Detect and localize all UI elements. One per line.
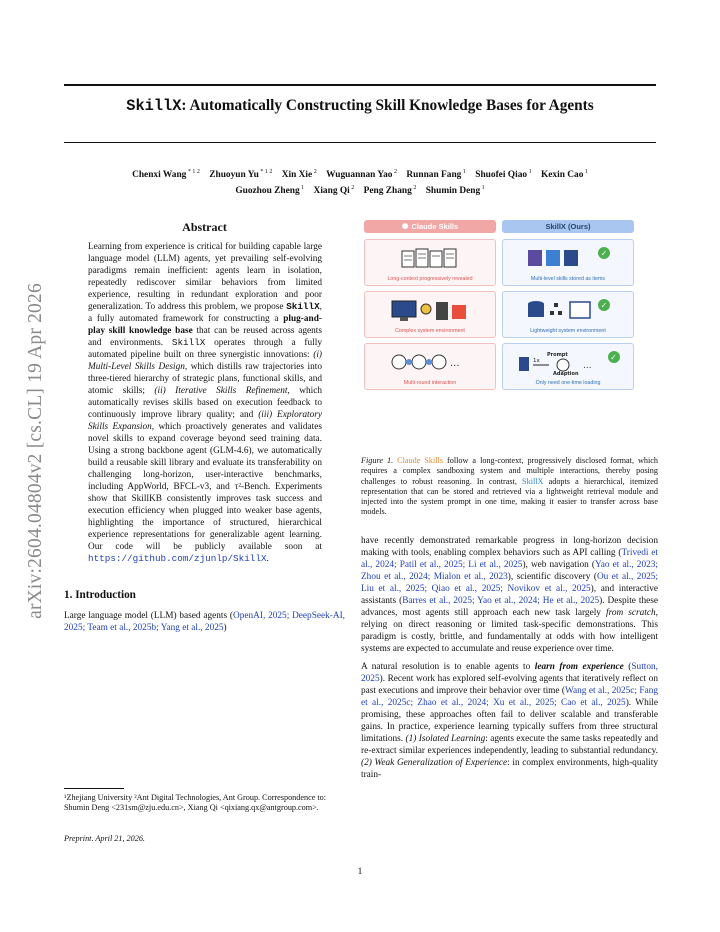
svg-text:1x: 1x: [532, 358, 540, 364]
citation-link[interactable]: Trivedi et al., 2024; Patil et al., 2025; Li et al., 2025: [361, 547, 658, 570]
author-name: Chenxi Wang: [132, 170, 187, 181]
claude-skills-panel: [364, 220, 496, 395]
top-rule: [64, 84, 656, 86]
skill-items-icon: [503, 247, 633, 269]
multi-round-icon: [365, 351, 495, 373]
citation-link[interactable]: Yao et al., 2023; Zhou et al., 2024; Mialon et al., 2023: [361, 559, 658, 582]
right-body-text: [361, 535, 658, 781]
github-link[interactable]: https://github.com/zjunlp/SkillX: [88, 553, 267, 564]
svg-text:...: ...: [450, 358, 460, 369]
check-icon: ✓: [598, 299, 610, 311]
abstract-body: Learning from experience is critical for building capable large language model (LLM) agents, yet prevailing self-evolving paradigms remain inefficient: agents learn in isolation, repeatedly rediscover similar behaviors from limited experience, resulting in redundant exploration and poor generalization. To address this problem, we propose SkillX, a fully automated framework for constructing a plug-and-play skill knowledge base that can be reused across agents and environments. SkillX operates through a fully automated pipeline built on three synergistic innovations: (i) Multi-Level Skills Design, which distills raw trajectories into three-tiered hierarchy of strategic plans, functional skills, and atomic skills; (ii) Iterative Skills Refinement, which automatically revises skills based on execution feedback to continuously improve library quality; and (iii) Exploratory Skills Expansion, which proactively generates and validates novel skills to expand coverage beyond seed training data. Using a strong backbone agent (GLM-4.6), we automatically build a reusable skill library and evaluate its transferability on challenging long-horizon, user-interactive benchmarks, including AppWorld, BFCL-v3, and τ²-Bench. Experiments show that SkillKB consistently improves task success and execution efficiency when plugged into weaker base agents, highlighting the importance of structured, hierarchical experience representations for generalizable agent learning. Our code will be publicly available soon at https://github.com/zjunlp/SkillX.: [88, 242, 322, 564]
author-name: Xiang Qi: [313, 186, 350, 197]
footnote-rule: [64, 788, 124, 789]
skillx-cell-one-time: 1x Prompt Adaption ... ✓ Only need one-time loading: [502, 343, 634, 390]
page-number: 1: [357, 867, 363, 877]
body-paragraph-2: A natural resolution is to enable agents to learn from experience (Sutton, 2025). Recent work has explored self-evolving agents that iteratively reflect on past executions and improve their behavior over time (Wang et al., 2025c; Fang et al., 2025c; Zhao et al., 2024; Xu et al., 2025; Cao et al., 2025). While promising, these approaches often fail to deliver scalable and transferable gains. In practice, experience learning typically suffers from three structural limitations. (1) Isolated Learning: agents execute the same tasks repeatedly and re-extract similar experiences independently, leading to substantial redundancy. (2) Weak Generalization of Experience: in complex environments, high-quality train-: [361, 661, 659, 780]
citation-link[interactable]: Ou et al., 2025; Liu et al., 2025; Qiao et al., 2025; Novikov et al., 2025: [361, 571, 658, 594]
author-name: Wuguannan Yao: [326, 170, 393, 181]
author-affiliation-marker: 2: [411, 185, 417, 192]
author-affiliation-marker: 2: [349, 185, 355, 192]
claude-logo-icon: ✺: [401, 222, 409, 231]
right-column: [361, 220, 658, 781]
author-affiliation-marker: 1: [527, 169, 532, 175]
figure-1: [364, 220, 644, 450]
citation-link[interactable]: Sutton, 2025: [361, 661, 658, 684]
author-name: Shumin Deng: [425, 186, 481, 197]
author-affiliation-marker: * 1 2: [186, 169, 200, 175]
citation-link[interactable]: Barres et al., 2025; Yao et al., 2024; He et al., 2025: [402, 595, 600, 606]
svg-text:Adaption: Adaption: [552, 371, 579, 377]
author-affiliation-marker: 2: [392, 169, 397, 175]
svg-text:...: ...: [582, 361, 592, 371]
preprint-date: Preprint. April 21, 2026.: [64, 834, 145, 843]
computer-system-icon: [365, 299, 495, 323]
author-name: Zhuoyun Yu: [209, 170, 259, 181]
svg-text:Prompt: Prompt: [546, 352, 568, 358]
author-name: Kexin Cao: [540, 170, 584, 181]
arxiv-watermark: arXiv:2604.04804v2 [cs.CL] 19 Apr 2026: [25, 283, 46, 619]
author-affiliation-marker: 1: [583, 169, 588, 175]
author-affiliation-marker: 1: [299, 185, 305, 192]
citation-link[interactable]: OpenAI, 2025; DeepSeek-AI, 2025; Team et al., 2025b; Yang et al., 2025: [64, 611, 346, 633]
paper-title: SkillX: Automatically Constructing Skill Knowledge Bases for Agents: [126, 97, 594, 115]
skillx-panel: [502, 220, 634, 395]
claude-skills-header: ✺ Claude Skills: [364, 220, 496, 233]
skillx-header: SkillX (Ours): [502, 220, 634, 233]
one-time-loading-icon: [503, 351, 633, 377]
author-affiliation-marker: 2: [312, 169, 317, 175]
author-name: Runnan Fang: [406, 170, 462, 181]
claude-cell-multi-round: ... Multi-round interaction: [364, 343, 496, 390]
skillx-cell-lightweight: ✓ Lightweight system environment: [502, 291, 634, 338]
author-line-1: [64, 166, 656, 182]
author-affiliation-marker: 1: [480, 185, 485, 192]
figure-caption: Figure 1. Claude Skills follow a long-context, progressively disclosed format, which requires a complex sandboxing system and multiple interactions, thereby posing challenges to robust reasoning. In contrast, SkillX adopts a hierarchical, itemized representation that can be stored and retrieved via a lightweight retrieval module and injected into the system prompt in one time, making it easier to transfer across base models.: [361, 456, 659, 517]
title-bottom-rule: [64, 142, 656, 143]
affiliation-footnote: ¹Zhejiang University ²Ant Digital Technologies, Ant Group. Correspondence to: Shumin Deng <231sm@zju.edu.cn>, Xiang Qi <qixiang.qx@antgroup.com>.: [64, 792, 327, 813]
left-column: [64, 220, 345, 634]
skillx-cell-multi-level: ✓ Multi-level skills stored as items: [502, 239, 634, 286]
body-paragraph-1: have recently demonstrated remarkable progress in long-horizon decision making with tools, enabling complex behaviors such as API calling (Trivedi et al., 2024; Patil et al., 2025; Li et al., 2025), web navigation (Yao et al., 2023; Zhou et al., 2024; Mialon et al., 2023), scientific discovery (Ou et al., 2025; Liu et al., 2025; Qiao et al., 2025; Novikov et al., 2025), and interactive assistants (Barres et al., 2025; Yao et al., 2024; He et al., 2025). Despite these advances, most agents still approach each new task largely from scratch, relying on direct reasoning or limited task-specific demonstrations. This paradigm is costly, brittle, and fundamentally at odds with how intelligent systems are expected to accumulate and reuse experience over time.: [361, 535, 658, 654]
abstract-heading: Abstract: [182, 220, 227, 234]
author-affiliation-marker: * 1 2: [258, 169, 273, 175]
database-icon: [503, 299, 633, 321]
intro-paragraph: Large language model (LLM) based agents (OpenAI, 2025; DeepSeek-AI, 2025; Team et al., 2025b; Yang et al., 2025): [64, 611, 346, 633]
author-line-2: [64, 182, 656, 198]
section-heading-introduction: 1. Introduction: [64, 589, 136, 601]
author-name: Peng Zhang: [363, 186, 412, 197]
citation-link[interactable]: Wang et al., 2025c; Fang et al., 2025c; Zhao et al., 2024; Xu et al., 2025; Cao et al., 2025: [361, 685, 658, 708]
check-icon: ✓: [598, 247, 610, 259]
documents-icon: [365, 247, 495, 269]
claude-cell-long-context: Long-context progressively revealed: [364, 239, 496, 286]
author-name: Guozhou Zheng: [235, 186, 300, 197]
check-icon: ✓: [608, 351, 620, 363]
claude-cell-complex-system: Complex system environment: [364, 291, 496, 338]
author-name: Xin Xie: [281, 170, 313, 181]
author-list: [64, 166, 656, 198]
author-affiliation-marker: 1: [461, 169, 466, 175]
author-name: Shuofei Qiao: [475, 170, 528, 181]
